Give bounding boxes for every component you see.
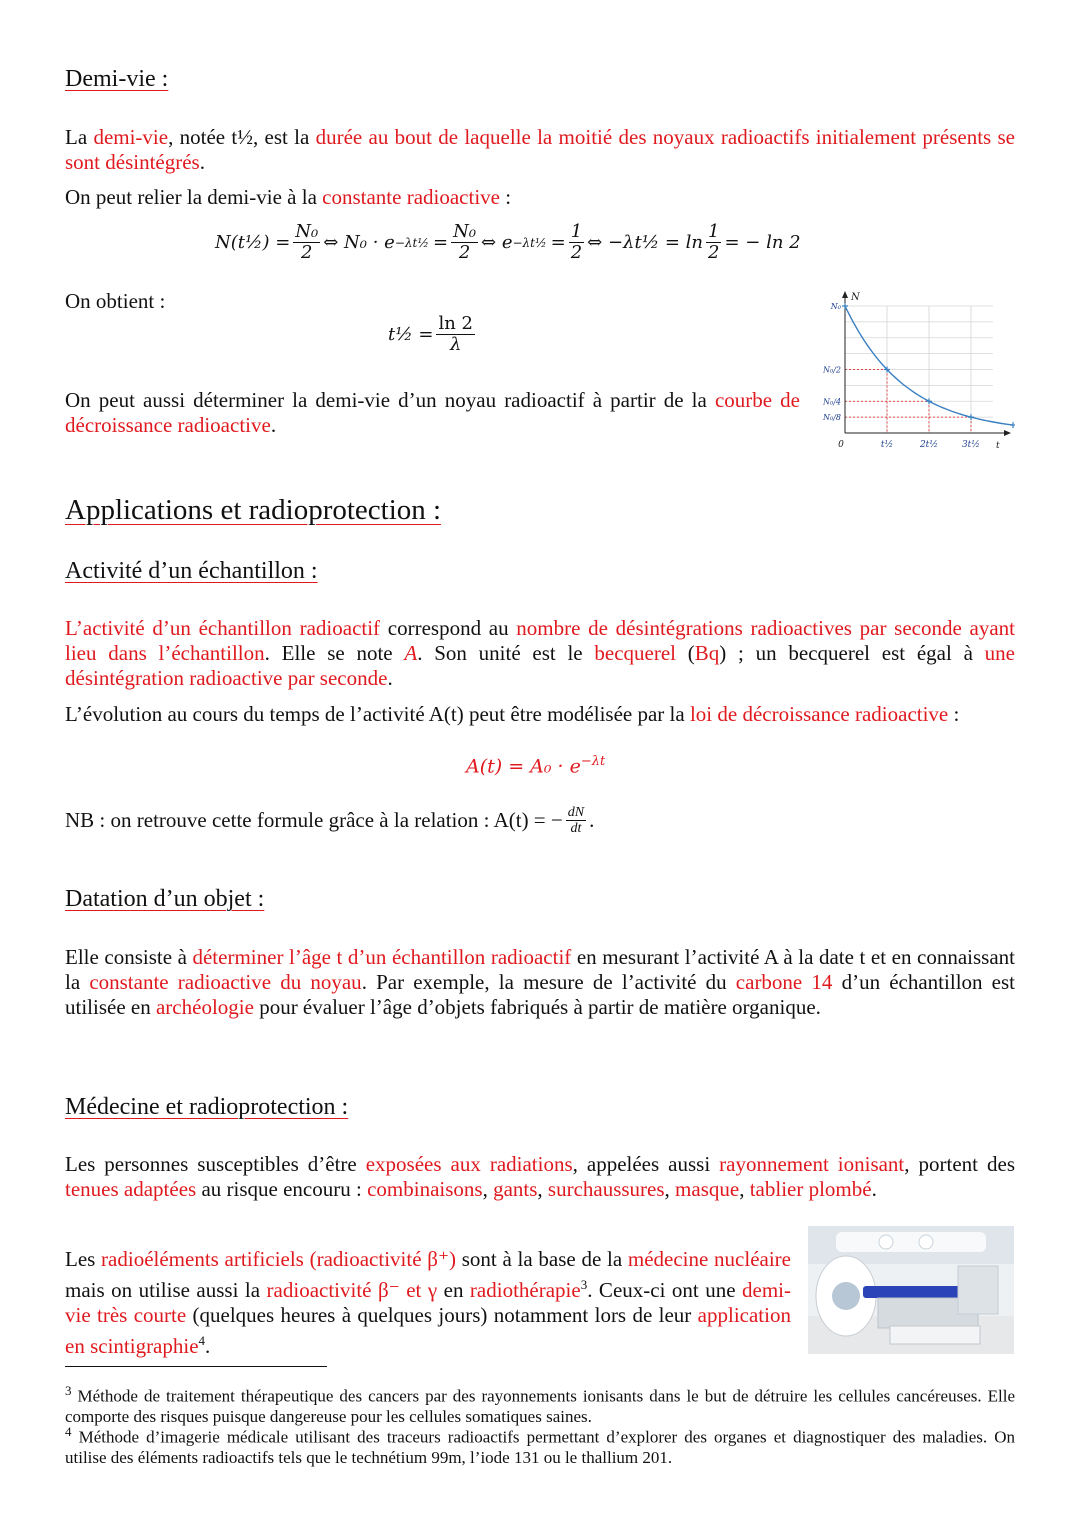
- chart-grid: [845, 306, 993, 433]
- x-tick-label: t½: [880, 440, 894, 450]
- x-tick-label: 2t½: [919, 440, 939, 450]
- footnote-3: $^3$ Méthode de traitement thérapeutique des cancers par des rayonnements ionisants dans le but de détruire les cellules cancéreuses. Elle comporte des risques puisque dangereuse pour les cellules somatiques saines.: [65, 1383, 1015, 1426]
- paragraph-medecine-nucleaire: Les radioéléments artificiels (radioactivité β⁺) sont à la base de la médecine nucléaire mais on utilise aussi la radioactivité β⁻ et γ en radiothérapie$^3$. Ceux-ci ont une demi-vie très courte (quelques heures à quelques jours) notamment lors de leur application en scintigraphie$^4$.: [65, 1247, 791, 1358]
- paragraph-nb-relation: NB : on retrouve cette formule grâce à la relation : A(t) = − $\frac{dN}{dt}$ .: [65, 805, 595, 836]
- section-title-activite: Activité d’un échantillon :: [65, 558, 318, 584]
- decay-curve-chart: [815, 288, 1015, 456]
- y-tick-label: N₀/8: [823, 413, 841, 423]
- paragraph-demi-vie-definition: La demi-vie, notée t½, est la durée au bout de laquelle la moitié des noyaux radioactifs initialement présents se sont désintégrés.: [65, 125, 1015, 174]
- paragraph-demi-vie-relation: On peut relier la demi-vie à la constante radioactive :: [65, 185, 512, 209]
- data-point: [926, 398, 932, 404]
- x-tick-label: 0: [838, 440, 844, 450]
- x-tick-label: 3t½: [961, 440, 981, 450]
- paragraph-activite-evolution: L’évolution au cours du temps de l’activité A(t) peut être modélisée par la loi de décroissance radioactive :: [65, 702, 960, 726]
- section-title-demi-vie: Demi-vie :: [65, 66, 169, 92]
- section-title-medecine: Médecine et radioprotection :: [65, 1094, 349, 1120]
- paragraph-decay-curve: On peut aussi déterminer la demi-vie d’un noyau radioactif à partir de la courbe de décroissance radioactive.: [65, 388, 800, 437]
- formula-half-life-result: t½ = $\frac{\ln 2}{\lambda}$: [388, 313, 474, 355]
- footnote-separator: [65, 1366, 327, 1367]
- section-title-applications: Applications et radioprotection :: [65, 494, 442, 526]
- section-title-datation: Datation d’un objet :: [65, 886, 265, 912]
- x-axis-label: t: [996, 441, 1000, 451]
- data-point: [968, 414, 974, 420]
- y-axis-label: N: [851, 292, 860, 303]
- y-axis-arrow: [842, 291, 848, 298]
- chart-tick-labels: [822, 292, 1000, 451]
- footnote-4: $^4$ Méthode d’imagerie médicale utilisant des traceurs radioactifs permettant d’explorer des organes et diagnostiquer des maladies. On utilise des éléments radioactifs tels que le technétium 99m, l’iode 131 ou le thallium 201.: [65, 1424, 1015, 1467]
- formula-demi-vie-derivation: N(t½) = $\frac{\text{N₀}}{2}$ ⇔ N₀ · e −λt½ = $\frac{\text{N₀}}{2}$ ⇔ e −λt½ = $\frac{1}{2}$ ⇔ −λt½ = ln $\frac{1}{2}$ = − ln 2: [215, 221, 801, 263]
- formula-activity-law: $A(t) = A_0 \cdot e^{-\lambda t}$: [466, 754, 606, 778]
- x-axis-arrow: [1004, 430, 1011, 436]
- data-point: [1010, 422, 1015, 428]
- y-tick-label: N₀/2: [823, 365, 841, 375]
- radiotherapy-room-image: [808, 1226, 1014, 1354]
- y-tick-label: N₀/4: [823, 397, 841, 407]
- data-point: [842, 303, 848, 309]
- chart-axes: [842, 291, 1011, 436]
- paragraph-radioprotection: Les personnes susceptibles d’être exposées aux radiations, appelées aussi rayonnement ionisant, portent des tenues adaptées au risque encouru : combinaisons, gants, surchaussures, masque, tablier plombé.: [65, 1152, 1015, 1201]
- paragraph-datation: Elle consiste à déterminer l’âge t d’un échantillon radioactif en mesurant l’activité A à la date t et en connaissant la constante radioactive du noyau. Par exemple, la mesure de l’activité du carbone 14 d’un échantillon est utilisée en archéologie pour évaluer l’âge d’objets fabriqués à partir de matière organique.: [65, 945, 1016, 1019]
- label-on-obtient: On obtient :: [65, 289, 166, 313]
- y-tick-label: N₀: [830, 302, 841, 311]
- paragraph-activite-definition: L’activité d’un échantillon radioactif correspond au nombre de désintégrations radioactives par seconde ayant lieu dans l’échantillon. Elle se note A. Son unité est le becquerel (Bq) ; un becquerel est égal à une désintégration radioactive par seconde.: [65, 616, 1015, 690]
